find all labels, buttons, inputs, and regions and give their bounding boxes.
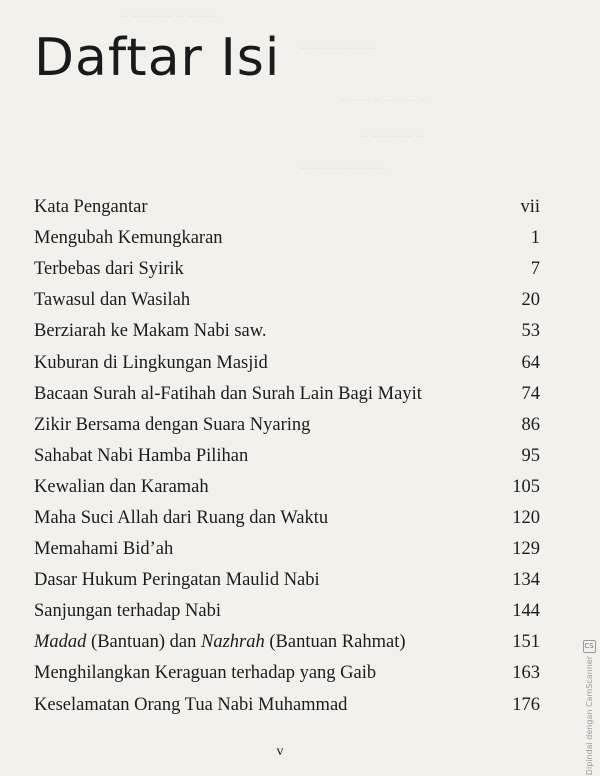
toc-entry-title (34, 570, 320, 591)
scanner-watermark-text: Dipindai dengan CamScanner (584, 655, 594, 775)
toc-entry (34, 565, 540, 596)
toc-entry-page: 86 (521, 414, 540, 435)
toc-entry-title (34, 321, 267, 342)
toc-entry-title-segment: Kata Pengantar (34, 197, 148, 218)
toc-entry-title-segment: Terbebas dari Syirik (34, 259, 184, 280)
toc-entry-title (34, 228, 223, 249)
toc-entry-title (34, 353, 268, 374)
toc-entry-title-segment: Berziarah ke Makam Nabi saw. (34, 321, 267, 342)
toc-entry-page: 74 (521, 383, 540, 404)
toc-entry-title-segment: Memahami Bid’ah (34, 539, 174, 560)
toc-entry-page: 151 (512, 632, 540, 653)
toc-entry-page: 95 (521, 445, 540, 466)
toc-entry-title (34, 197, 148, 218)
toc-entry-title-segment: Sanjungan terhadap Nabi (34, 601, 221, 622)
toc-entry-title (34, 446, 248, 467)
toc-entry-page: 129 (512, 539, 540, 560)
toc-entry (34, 534, 540, 565)
toc-entry (34, 503, 540, 534)
toc-entry-title (34, 415, 310, 436)
toc-entry-page: 134 (512, 570, 540, 591)
toc-entry (34, 285, 540, 316)
toc-entry-page: 163 (512, 663, 540, 684)
toc-entry-title (34, 508, 328, 529)
toc-entry (34, 596, 540, 627)
bleed-through-text: ‒ ‒ ‒ ‒ ‒ ‒ ‒ ‒ ‒ ‒ ‒ ‒ ‒ ‒ ‒ ‒ ‒ ‒ ‒ ‒ ‒ ‒ ‒ ‒ ‒ ‒ ‒ ‒ ‒ ‒ ‒ ‒ ‒ ‒ ‒ ‒ ‒ ‒ (120, 8, 427, 176)
toc-entry (34, 379, 540, 410)
toc-entry-title (34, 290, 190, 311)
toc-entry (34, 441, 540, 472)
toc-entry-title (34, 663, 376, 684)
toc-entry (34, 316, 540, 347)
toc-entry-page: vii (520, 197, 540, 218)
toc-entry-title-segment: Bacaan Surah al-Fatihah dan Surah Lain Bagi Mayit (34, 383, 422, 404)
toc-entry-title (34, 695, 347, 716)
toc-entry-title-segment: Sahabat Nabi Hamba Pilihan (34, 445, 249, 466)
toc-entry-page: 176 (512, 694, 540, 715)
toc-entry-title-segment: Mengubah Kemungkaran (34, 228, 223, 249)
toc-entry-page: 7 (530, 259, 540, 280)
toc-entry-title (34, 632, 406, 653)
toc-entry-page: 105 (512, 476, 540, 497)
toc-entry-title (34, 477, 209, 498)
toc-entry-title-segment: Maha Suci Allah dari Ruang dan Waktu (34, 507, 329, 528)
toc-entry (34, 223, 540, 254)
toc-entry-title-segment: Keselamatan Orang Tua Nabi Muhammad (34, 694, 348, 715)
toc-entry-title-segment: (Bantuan Rahmat) (264, 632, 406, 653)
toc-entry-page: 144 (512, 601, 540, 622)
toc-entry-page: 120 (512, 507, 540, 528)
page-title: Daftar Isi (34, 28, 281, 88)
toc-entry-title-segment: Menghilangkan Keraguan terhadap yang Gaib (34, 663, 377, 684)
toc-entry-page: 20 (521, 290, 540, 311)
toc-entry-title-italic: Madad (34, 632, 87, 653)
toc-entry (34, 192, 540, 223)
toc-entry-page: 53 (521, 321, 540, 342)
toc-entry-title-segment: Zikir Bersama dengan Suara Nyaring (34, 414, 311, 435)
toc-entry-title-segment: (Bantuan) dan (86, 632, 201, 653)
toc-entry-title-segment: Tawasul dan Wasilah (34, 290, 191, 311)
toc-entry-title-italic: Nazhrah (200, 632, 265, 653)
toc-entry-title-segment: Dasar Hukum Peringatan Maulid Nabi (34, 570, 320, 591)
toc-entry-title-segment: Kuburan di Lingkungan Masjid (34, 352, 268, 373)
toc-entry (34, 658, 540, 689)
table-of-contents (34, 192, 540, 721)
toc-entry-title (34, 259, 184, 280)
toc-entry (34, 472, 540, 503)
toc-entry-title (34, 539, 173, 560)
toc-entry (34, 627, 540, 658)
camscanner-icon: CS (583, 640, 596, 653)
toc-entry (34, 347, 540, 378)
toc-entry-title-segment: Kewalian dan Karamah (34, 476, 209, 497)
page-number: v (276, 744, 284, 759)
toc-entry-title (34, 601, 221, 622)
toc-entry (34, 690, 540, 721)
toc-entry (34, 410, 540, 441)
scanner-watermark (580, 640, 598, 775)
toc-entry-title (34, 384, 422, 405)
toc-entry-page: 1 (530, 228, 540, 249)
toc-entry-page: 64 (521, 352, 540, 373)
toc-entry (34, 254, 540, 285)
